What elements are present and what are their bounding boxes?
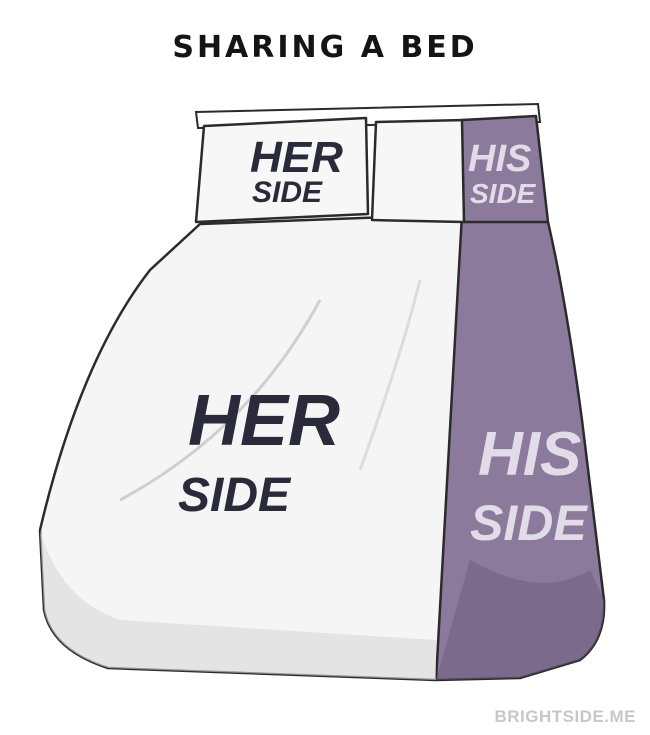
pillow-his-white <box>372 120 466 222</box>
blanket-his-label-2: SIDE <box>470 495 587 551</box>
pillow-his-label-1: HIS <box>468 138 532 180</box>
pillow-her-label-2: SIDE <box>252 176 323 209</box>
blanket-his-label-1: HIS <box>478 420 582 489</box>
watermark: BRIGHTSIDE.ME <box>494 707 636 726</box>
blanket-her-label-1: HER <box>188 381 341 461</box>
blanket-her-label-2: SIDE <box>178 469 291 522</box>
page-title: SHARING A BED <box>172 30 478 65</box>
pillow-her-label-1: HER <box>250 133 343 182</box>
pillow-his-label-2: SIDE <box>470 178 536 209</box>
